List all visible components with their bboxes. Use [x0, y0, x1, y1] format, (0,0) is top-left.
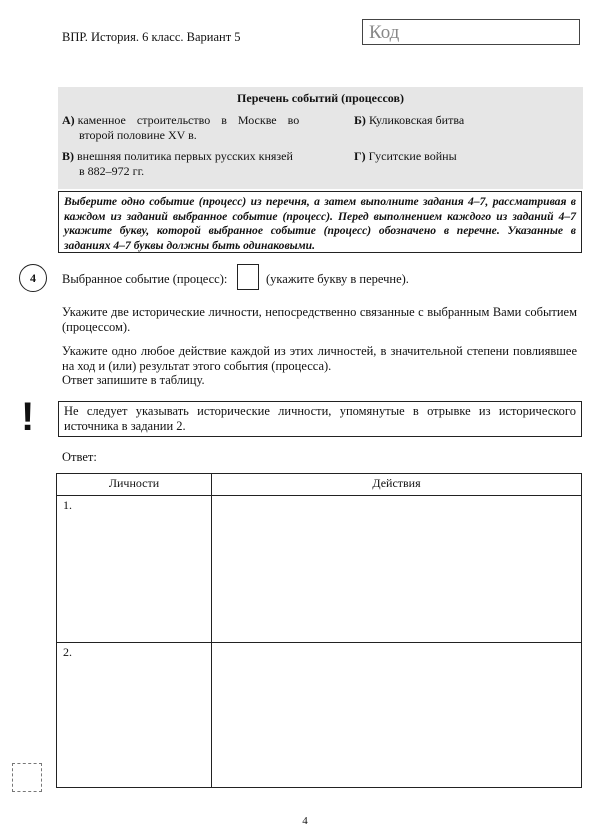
task-paragraph-1: Укажите две исторические личности, непосредственно связанные с выбранным Вами событием (процессом).	[62, 305, 577, 334]
row-number-2: 2.	[63, 645, 72, 659]
event-v-text-1: внешняя политика первых русских князей	[77, 149, 293, 163]
event-b-letter: Б)	[354, 113, 366, 127]
selected-event-label: Выбранное событие (процесс):	[62, 272, 228, 286]
event-a	[62, 113, 317, 143]
action-cell-1[interactable]	[212, 496, 582, 643]
row-number-1: 1.	[63, 498, 72, 512]
header-title: ВПР. История. 6 класс. Вариант 5	[62, 30, 241, 44]
answer-table	[56, 473, 582, 788]
instructions-box: Выберите одно событие (процесс) из перечня, а затем выполните задания 4–7, рассматривая в каждом из заданий выбранное событие (процесс). Перед выполнением каждого из заданий 4–7 укажите букву, которой выбранное событие (процесс) обозначено в перечне. Указанные в заданиях 4–7 буквы должны быть одинаковыми.	[58, 191, 582, 253]
person-cell-1[interactable]	[57, 496, 212, 643]
events-title: Перечень событий (процессов)	[237, 91, 404, 105]
score-box[interactable]	[12, 763, 42, 792]
event-g	[354, 149, 457, 164]
event-b-text: Куликовская битва	[368, 113, 465, 127]
event-v	[62, 149, 332, 179]
table-row	[57, 496, 582, 643]
column-header-persons: Личности	[57, 474, 212, 496]
selected-event-hint: (укажите букву в перечне).	[266, 272, 409, 286]
event-b	[354, 113, 464, 128]
event-v-letter: В)	[62, 149, 74, 163]
warning-note: Не следует указывать исторические личности, упомянутые в отрывке из исторического источника в задании 2.	[58, 401, 582, 437]
event-a-letter: А)	[62, 113, 75, 127]
column-header-actions: Действия	[212, 474, 582, 496]
task-paragraph-2: Укажите одно любое действие каждой из этих личностей, в значительной степени повлиявшее на ход и (или) результат этого события (процесса).	[62, 344, 577, 373]
code-field[interactable]: Код	[362, 19, 580, 45]
answer-label: Ответ:	[62, 450, 97, 464]
event-g-text: Гуситские войны	[368, 149, 457, 163]
page-number: 4	[302, 815, 308, 827]
person-cell-2[interactable]	[57, 643, 212, 788]
warning-icon: !	[21, 395, 35, 439]
answer-table-header	[57, 474, 582, 496]
question-number: 4	[19, 264, 47, 292]
event-a-text-1: каменное строительство в Москве во	[77, 113, 300, 127]
action-cell-2[interactable]	[212, 643, 582, 788]
task-paragraph-3: Ответ запишите в таблицу.	[62, 373, 205, 387]
table-row	[57, 643, 582, 788]
event-g-letter: Г)	[354, 149, 366, 163]
event-v-text-2: в 882–972 гг.	[79, 164, 145, 178]
event-a-text-2: второй половине XV в.	[79, 128, 197, 142]
selected-event-input[interactable]	[237, 264, 259, 290]
